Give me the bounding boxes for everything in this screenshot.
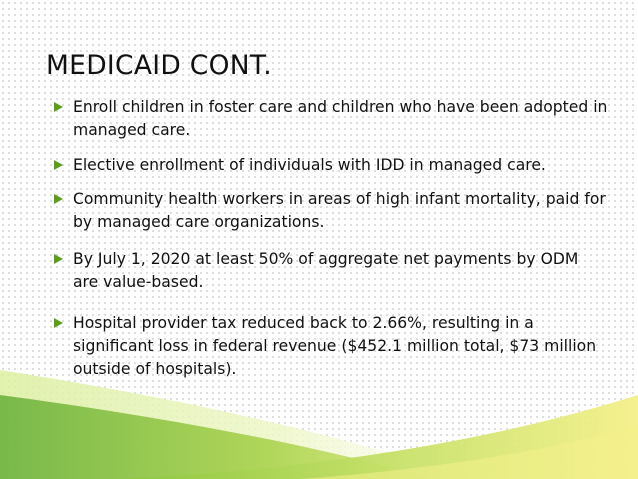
right-triangle-bullet-icon	[54, 160, 63, 170]
slide-title: MEDICAID CONT.	[46, 50, 272, 81]
right-triangle-bullet-icon	[54, 194, 63, 204]
bullet-text: Enroll children in foster care and children who have been adopted in managed care.	[73, 98, 608, 139]
bullet-item	[53, 188, 608, 234]
right-triangle-bullet-icon	[54, 318, 63, 328]
right-triangle-bullet-icon	[54, 102, 63, 112]
right-triangle-bullet-icon	[54, 254, 63, 264]
bullet-text: Community health workers in areas of high infant mortality, paid for by managed care organizations.	[73, 190, 606, 231]
bullet-item	[53, 312, 608, 381]
bullet-item	[53, 248, 608, 294]
bullet-item	[53, 96, 608, 142]
bullet-item	[53, 154, 608, 177]
bullet-text: Hospital provider tax reduced back to 2.66%, resulting in a significant loss in federal revenue ($452.1 million total, $73 million outside of hospitals).	[73, 314, 597, 378]
bullet-text: By July 1, 2020 at least 50% of aggregate net payments by ODM are value-based.	[73, 250, 579, 291]
bullet-text: Elective enrollment of individuals with IDD in managed care.	[73, 156, 546, 174]
bullet-list	[53, 96, 608, 381]
